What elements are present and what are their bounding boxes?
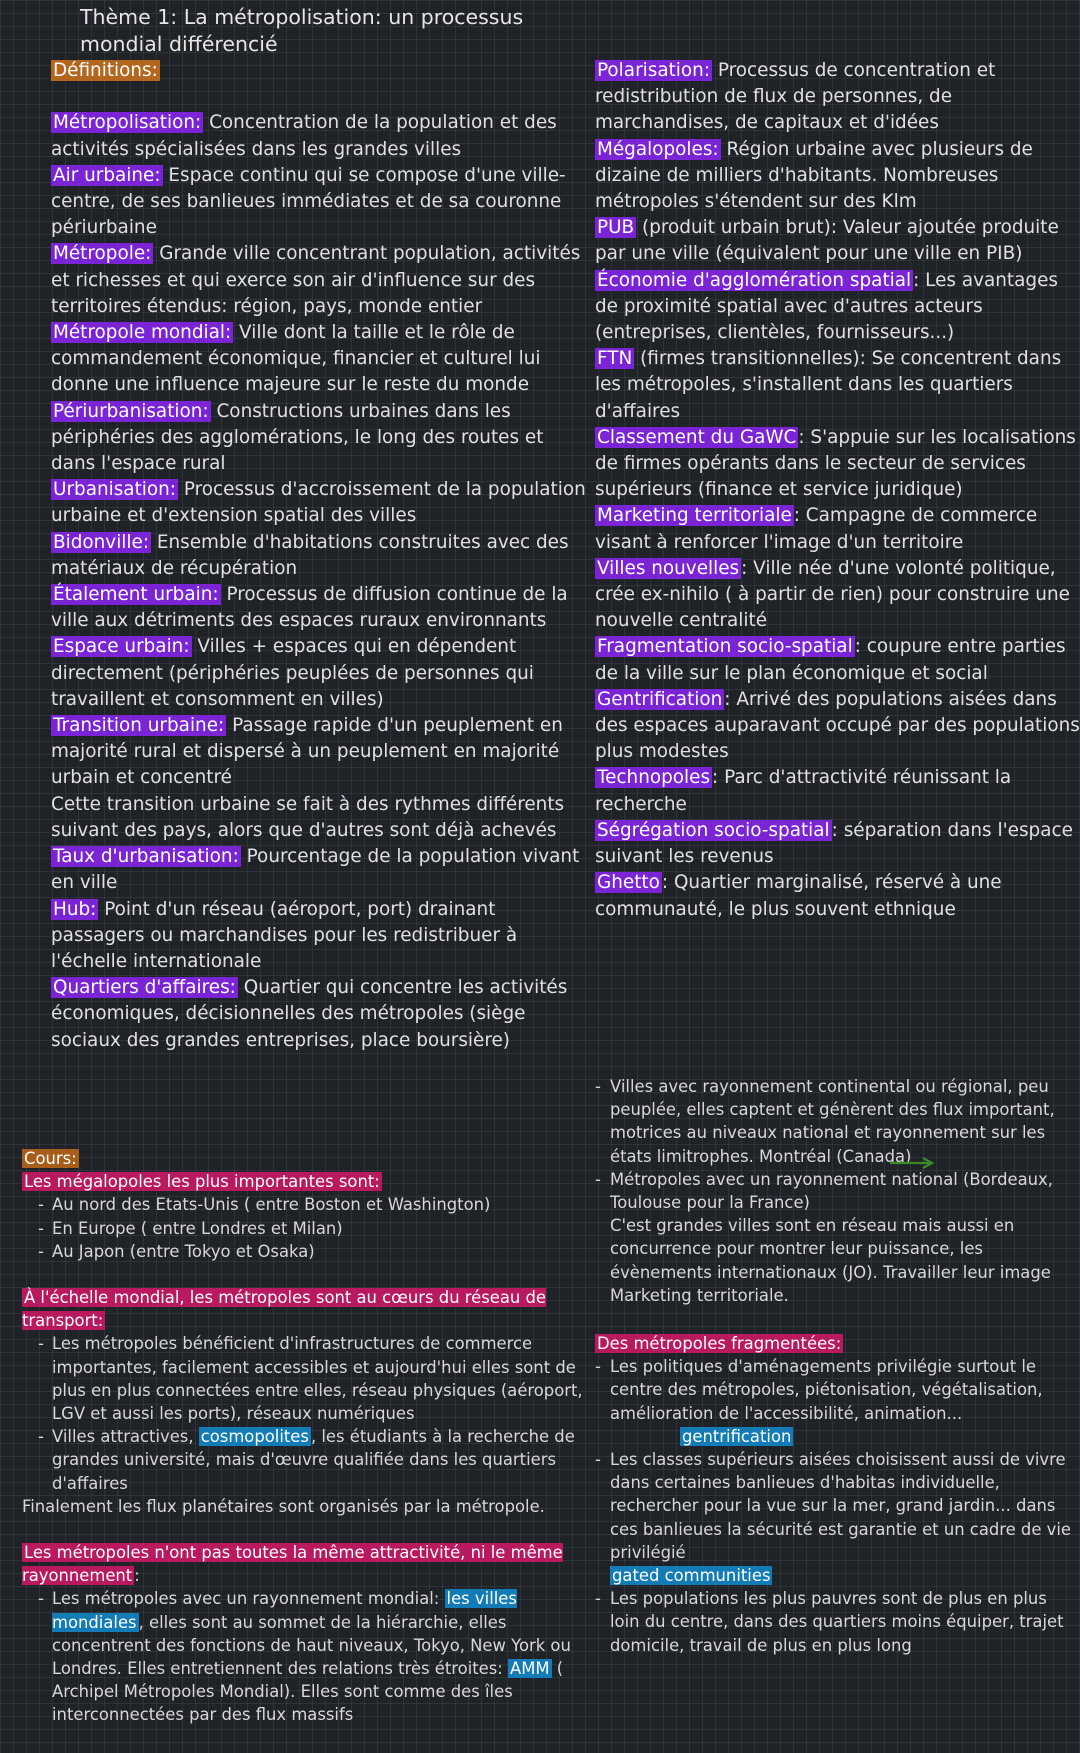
definition-term: Air urbaine: bbox=[53, 164, 161, 186]
transport-item: - Villes attractives, cosmopolites , les étudiants à la recherche de grandes université, mais d'œuvre qualifiée dans les quartiers d'affaires bbox=[22, 1425, 592, 1495]
definitions-left-column bbox=[51, 58, 591, 1054]
cours-right-rayonnement bbox=[595, 1075, 1075, 1307]
definition-text: (produit urbain brut): Valeur ajoutée produite par une ville (équivalent pour une ville en PIB) bbox=[595, 217, 1059, 265]
definition-item bbox=[51, 792, 591, 844]
definition-item bbox=[595, 58, 1080, 137]
definition-text: Constructions urbaines dans les périphéries des agglomérations, le long des routes et dans l'espace rural bbox=[51, 400, 544, 475]
definition-text: : Ville née d'une volonté politique, crée ex-nihilo ( à partir de rien) pour construire une nouvelle centralité bbox=[595, 557, 1070, 632]
definition-item bbox=[595, 556, 1080, 635]
definition-text: Ville dont la taille et le rôle de commandement économique, financier et culturel lui donne une influence majeure sur le reste du monde bbox=[51, 322, 541, 396]
frag-item: - Les classes supérieurs aisées choisissent aussi de vivre dans certaines banlieues d'habitas individuelle, rechercher pour la vue sur la mer, grand jardin... dans ces banlieues la sécurité est garantie et un cadre de vie privilégié gated communities bbox=[595, 1448, 1080, 1587]
continental-item: - Villes avec rayonnement continental ou régional, peu peuplée, elles captent et génèrent des flux important, motrices au niveaux national et rayonnement sur les états limitrophes. Montréal (Canada) bbox=[595, 1075, 1075, 1168]
definition-text: : coupure entre parties de la ville sur le plan économique et social bbox=[595, 636, 1066, 684]
definition-term: Classement du GaWC bbox=[597, 426, 797, 448]
definition-text: Ensemble d'habitations construites avec des matériaux de récupération bbox=[51, 531, 569, 579]
definition-term: Bidonville: bbox=[53, 531, 150, 553]
definition-item bbox=[51, 975, 591, 1054]
definition-text: Processus de concentration et redistribution de flux de personnes, de marchandises, de capitaux et d'idées bbox=[595, 60, 996, 134]
definition-text: Quartier qui concentre les activités économiques, décisionnelles des métropoles (siège sociaux des grandes entreprises, place boursière) bbox=[51, 977, 568, 1051]
definition-term: Villes nouvelles bbox=[597, 557, 740, 579]
definition-term: Urbanisation: bbox=[53, 479, 177, 501]
definition-term: Ghetto bbox=[597, 872, 660, 894]
definitions-right-list bbox=[595, 58, 1080, 923]
definitions-left-list bbox=[51, 110, 591, 1053]
definition-term: Marketing territoriale bbox=[597, 505, 792, 527]
definition-item bbox=[595, 870, 1080, 922]
definition-text: Région urbaine avec plusieurs de dizaine de milliers d'habitants. Nombreuses métropoles s'étendent sur des Klm bbox=[595, 138, 1033, 213]
cours-left-column: Cours: Les mégalopoles les plus importantes sont: - Au nord des Etats-Unis ( entre Boston et Washington) - En Europe ( entre Londres et Milan) - Au Japon (entre Tokyo et Osaka) À l'échelle mondial, les métropoles sont au cœurs du réseau de transport: - Les métropoles bénéficient d'infrastructures de commerce importantes, facilement accessibles et aujourd'hui elles sont de plus en plus connectées entre elles, réseau physiques (aéroport, LGV et aussi les ports), réseaux numériques - Villes attractives, cosmopolites , les étudiants à la recherche de grandes université, mais d'œuvre qualifiée dans les quartiers d'affaires Finalement les flux planétaires sont organisés par la métropole. Les métropoles n'ont pas toutes la même attractivité, ni le même rayonnement : - Les métropoles avec un rayonnement mondial: les villes mondiales , elles sont au sommet de la hiérarchie, elles concentrent des fonctions de haut niveaux, Tokyo, New York ou Londres. Elles entretiennent des relations très étroites: AMM ( Archipel Métropoles Mondial). Elles sont comme des îles interconnectées par des flux massifs bbox=[22, 1147, 592, 1727]
definition-term: Ségrégation socio-spatial bbox=[597, 819, 830, 841]
definition-item bbox=[595, 687, 1080, 766]
definition-term: Technopoles bbox=[597, 767, 711, 789]
definition-item bbox=[51, 320, 591, 399]
definition-item bbox=[51, 897, 591, 976]
definition-item bbox=[595, 765, 1080, 817]
national-note: C'est grandes villes sont en réseau mais aussi en concurrence pour montrer leur puissance, les évènements internationaux (JO). Travailler leur image Marketing territoriale. bbox=[610, 1216, 1051, 1305]
definition-text: : Arrivé des populations aisées dans des espaces auparavant occupé par des populations plus modestes bbox=[595, 688, 1080, 763]
definition-item bbox=[51, 477, 591, 529]
definition-item bbox=[595, 503, 1080, 555]
definition-text: Villes + espaces qui en dépendent directement (périphéries peuplées de personnes qui travaillent et consomment en villes) bbox=[51, 636, 534, 710]
definition-text: : Campagne de commerce visant à renforcer l'image d'un territoire bbox=[595, 505, 1038, 553]
definition-term: Gentrification bbox=[597, 688, 723, 710]
definition-term: Quartiers d'affaires: bbox=[53, 977, 236, 999]
definition-item bbox=[595, 425, 1080, 504]
definition-text: : Quartier marginalisé, réservé à une communauté, le plus souvent ethnique bbox=[595, 872, 1002, 920]
definition-term: Étalement urbain: bbox=[53, 584, 219, 606]
megalopole-item: - En Europe ( entre Londres et Milan) bbox=[22, 1217, 592, 1240]
definition-term: FTN bbox=[597, 348, 633, 370]
definition-text: Concentration de la population et des activités spécialisées dans les grandes villes bbox=[51, 112, 557, 160]
definition-term: Fragmentation socio-spatial bbox=[597, 636, 853, 658]
definition-item bbox=[51, 530, 591, 582]
definition-text: Point d'un réseau (aéroport, port) drainant passagers ou marchandises pour les redistribuer à l'échelle internationale bbox=[51, 898, 518, 972]
megalopole-item: - Au Japon (entre Tokyo et Osaka) bbox=[22, 1240, 592, 1263]
definition-item bbox=[51, 241, 591, 320]
definition-item bbox=[51, 163, 591, 242]
definition-item bbox=[595, 346, 1080, 425]
definition-text: : Parc d'attractivité réunissant la recherche bbox=[595, 767, 1012, 815]
megalopoles-heading: Les mégalopoles les plus importantes sont: bbox=[24, 1172, 380, 1192]
attractivite-heading: Les métropoles n'ont pas toutes la même attractivité, ni le même rayonnement bbox=[22, 1543, 563, 1586]
gentrification-tag: gentrification bbox=[682, 1426, 792, 1446]
gated-communities-tag: gated communities bbox=[612, 1566, 771, 1586]
definition-text: (firmes transitionnelles): Se concentrent dans les métropoles, s'installent dans les quartiers d'affaires bbox=[595, 348, 1062, 422]
definition-item bbox=[595, 634, 1080, 686]
definition-text: Passage rapide d'un peuplement en majorité rural et dispersé à un peuplement en majorité urbain et concentré bbox=[51, 715, 563, 789]
definition-term: Transition urbaine: bbox=[53, 715, 225, 737]
definitions-heading: Définitions: bbox=[53, 60, 158, 81]
definition-item bbox=[595, 137, 1080, 216]
definition-term: Métropolisation: bbox=[53, 112, 202, 134]
frag-heading: Des métropoles fragmentées: bbox=[597, 1334, 842, 1353]
definition-item bbox=[595, 268, 1080, 347]
definition-text: : Les avantages de proximité spatial avec d'autres acteurs (entreprises, clientèles, fournisseurs...) bbox=[595, 269, 1058, 344]
definition-term: Économie d'agglomération spatial bbox=[597, 269, 912, 291]
definition-item bbox=[51, 582, 591, 634]
definition-item bbox=[51, 110, 591, 162]
transport-item: - Les métropoles bénéficient d'infrastructures de commerce importantes, facilement accessibles et aujourd'hui elles sont de plus en plus connectées entre elles, réseau physiques (aéroport, LGV et aussi les ports), réseaux numériques bbox=[22, 1332, 592, 1425]
megalopole-item: - Au nord des Etats-Unis ( entre Boston et Washington) bbox=[22, 1193, 592, 1216]
definition-text: Cette transition urbaine se fait à des rythmes différents suivant des pays, alors que d'autres sont déjà achevés bbox=[51, 793, 565, 841]
definition-term: Espace urbain: bbox=[53, 636, 190, 658]
national-item: - Métropoles avec un rayonnement national (Bordeaux, Toulouse pour la France) bbox=[595, 1168, 1075, 1214]
cours-heading: Cours: bbox=[24, 1149, 77, 1168]
frag-item: - Les populations les plus pauvres sont de plus en plus loin du centre, dans des quartiers moins équiper, trajet domicile, travail de plus en plus long bbox=[595, 1587, 1080, 1657]
definition-item bbox=[51, 399, 591, 478]
definition-text: Espace continu qui se compose d'une ville-centre, de ses banlieues immédiates et de sa couronne périurbaine bbox=[51, 164, 566, 239]
definition-term: Métropole mondial: bbox=[53, 322, 232, 344]
transport-conclusion: Finalement les flux planétaires sont organisés par la métropole. bbox=[22, 1496, 545, 1516]
transport-heading: À l'échelle mondial, les métropoles sont au cœurs du réseau de transport: bbox=[22, 1288, 547, 1331]
definition-text: Processus de diffusion continue de la ville aux détriments des espaces ruraux environnants bbox=[51, 584, 568, 632]
definition-text: : S'appuie sur les localisations de firmes opérants dans le secteur de services supérieurs (finance et service juridique) bbox=[595, 426, 1076, 501]
definition-item bbox=[51, 634, 591, 713]
definition-item bbox=[595, 818, 1080, 870]
definition-term: PUB bbox=[597, 217, 635, 239]
page-title: Thème 1: La métropolisation: un processus mondial différencié bbox=[80, 5, 524, 56]
amm-tag: AMM bbox=[510, 1659, 550, 1679]
megalopoles-list bbox=[22, 1193, 592, 1263]
definition-item bbox=[51, 713, 591, 792]
cosmopolites-tag: cosmopolites bbox=[200, 1427, 309, 1447]
villes-mondiales-tag: les villes mondiales bbox=[52, 1589, 517, 1632]
cours-right-fragmentees bbox=[595, 1332, 1080, 1657]
definition-text: Pourcentage de la population vivant en ville bbox=[51, 846, 580, 894]
definition-item bbox=[595, 215, 1080, 267]
definition-term: Taux d'urbanisation: bbox=[53, 846, 239, 868]
definition-item bbox=[51, 844, 591, 896]
mondial-item: - Les métropoles avec un rayonnement mondial: les villes mondiales , elles sont au sommet de la hiérarchie, elles concentrent des fonctions de haut niveaux, Tokyo, New York ou Londres. Elles entretiennent des relations très étroites: AMM ( Archipel Métropoles Mondial). Elles sont comme des îles interconnectées par des flux massifs bbox=[22, 1587, 592, 1726]
definition-text: Grande ville concentrant population, activités et richesses et qui exerce son air d'influence sur des territoires étendus: région, pays, monde entier bbox=[51, 243, 581, 317]
frag-item: - Les politiques d'aménagements privilégie surtout le centre des métropoles, piétonisation, végétalisation, amélioration de l'accessibilité, animation...gentrification bbox=[595, 1355, 1080, 1448]
arrow-right-icon bbox=[888, 1156, 938, 1170]
definition-text: : séparation dans l'espace suivant les revenus bbox=[595, 819, 1073, 868]
definitions-right-column bbox=[595, 58, 1080, 923]
definition-term: Polarisation: bbox=[597, 60, 711, 81]
definition-term: Hub: bbox=[53, 898, 97, 920]
definition-term: Mégalopoles: bbox=[597, 138, 719, 160]
definition-text: Processus d'accroissement de la population urbaine et d'extension spatial des villes bbox=[51, 479, 586, 527]
definition-term: Périurbanisation: bbox=[53, 400, 209, 422]
definition-term: Métropole: bbox=[53, 243, 152, 265]
